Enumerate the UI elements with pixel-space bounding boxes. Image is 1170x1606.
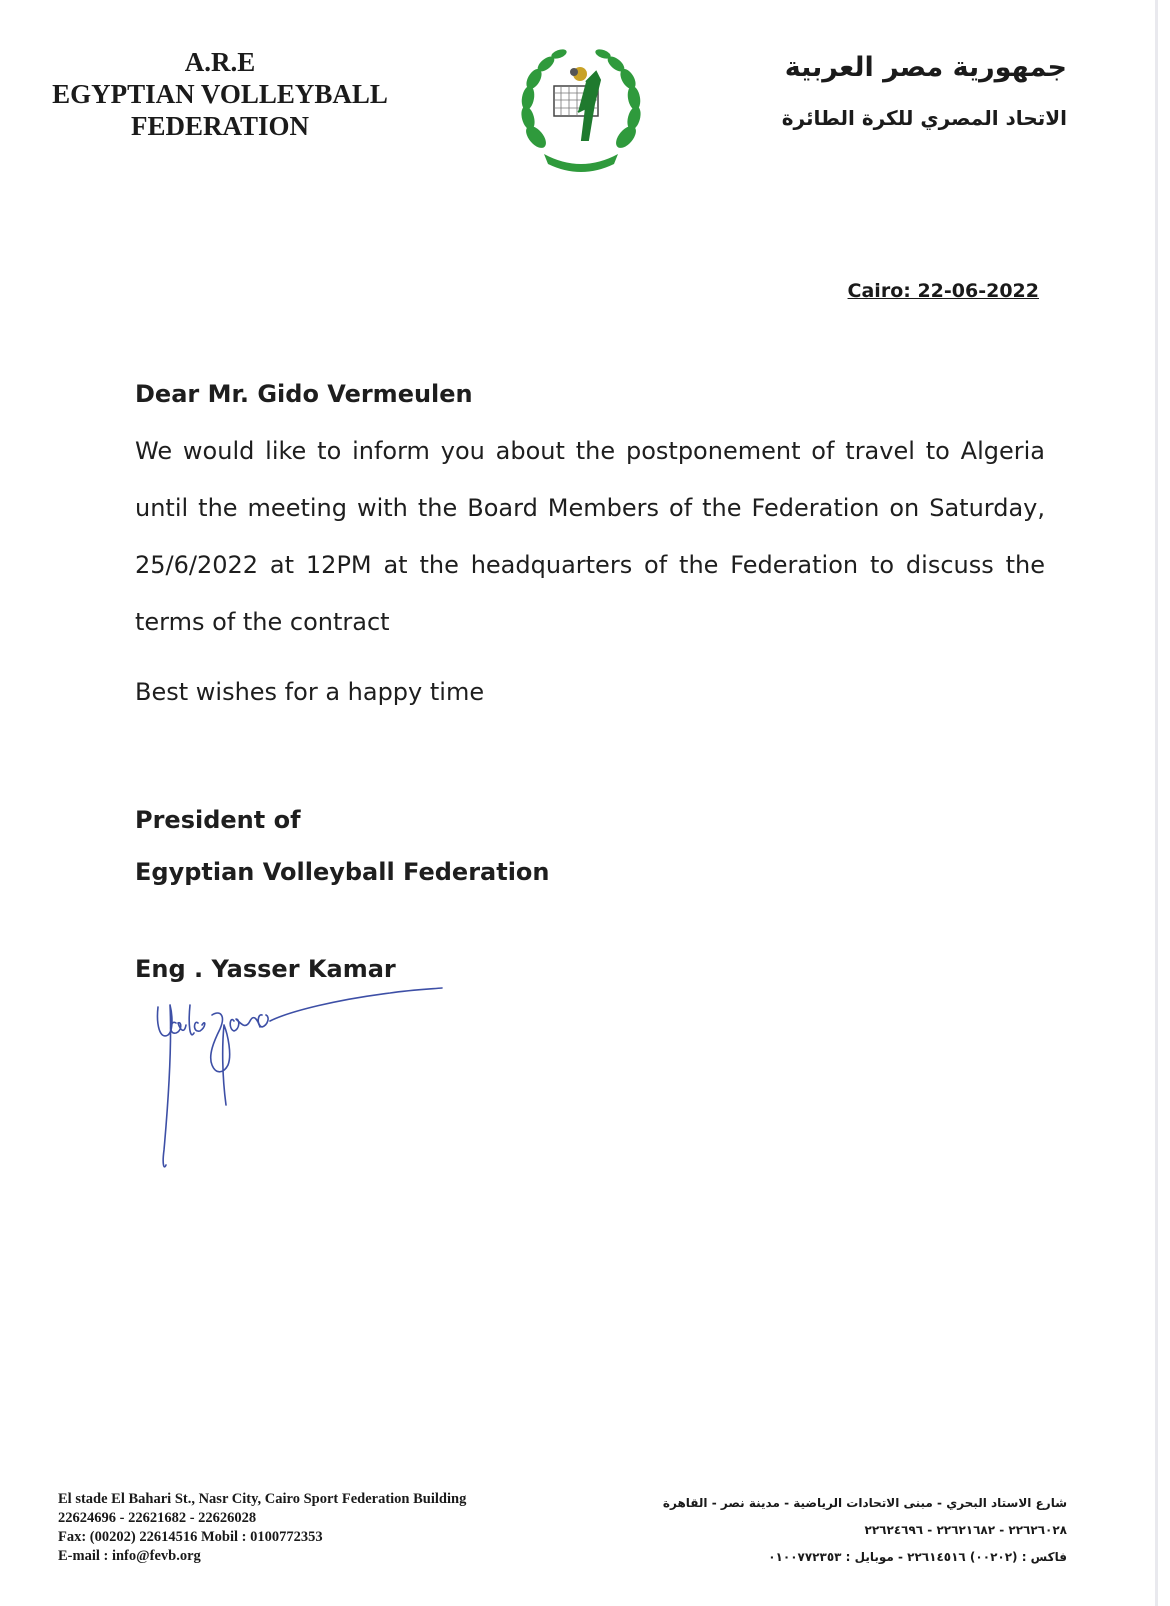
greeting: Dear Mr. Gido Vermeulen — [135, 380, 473, 408]
header-english — [40, 46, 400, 142]
signatory-name: Eng . Yasser Kamar — [135, 955, 396, 983]
header-ar-line2: الاتحاد المصري للكرة الطائرة — [781, 106, 1067, 130]
letter-paragraph: We would like to inform you about the postponement of travel to Algeria until the meeting with the Board Members of the Federation on Saturday, 25/6/2022 at 12PM at the headquarters of the Federation to discuss the terms of the contract — [135, 437, 1045, 636]
footer-en-fax: Fax: (00202) 22614516 Mobil : 0100772353 — [58, 1529, 323, 1545]
header-arabic — [737, 46, 1067, 140]
footer-ar-address: شارع الاستاد البحري - مبنى الاتحادات الرياضية - مدينة نصر - القاهرة — [662, 1496, 1067, 1510]
handwritten-signature — [150, 985, 460, 1210]
footer-arabic — [577, 1490, 1067, 1571]
footer-ar-phones: ٢٢٦٢٦٠٢٨ - ٢٢٦٢١٦٨٢ - ٢٢٦٢٤٦٩٦ — [864, 1523, 1067, 1537]
footer-english — [58, 1490, 578, 1566]
signature-title-1: President of — [135, 806, 301, 834]
footer-en-address: El stade El Bahari St., Nasr City, Cairo Sport Federation Building — [58, 1491, 467, 1507]
footer-en-email: E-mail : info@fevb.org — [58, 1548, 201, 1564]
closing-line: Best wishes for a happy time — [135, 678, 485, 706]
header-en-line2: EGYPTIAN VOLLEYBALL — [52, 79, 388, 109]
header-ar-line1: جمهورية مصر العربية — [784, 52, 1067, 83]
footer-en-phones: 22624696 - 22621682 - 22626028 — [58, 1510, 257, 1526]
header-en-line3: FEDERATION — [130, 111, 310, 141]
header-en-line1: A.R.E — [184, 47, 256, 77]
letter-date: Cairo: 22-06-2022 — [847, 280, 1039, 302]
footer-ar-fax: فاكس : (٠٠٢٠٢) ٢٢٦١٤٥١٦ - موبايل : ٠١٠٠٧٧٢٣٥٣ — [768, 1550, 1067, 1564]
federation-emblem-icon — [514, 42, 648, 176]
signature-title-2: Egyptian Volleyball Federation — [135, 858, 550, 886]
